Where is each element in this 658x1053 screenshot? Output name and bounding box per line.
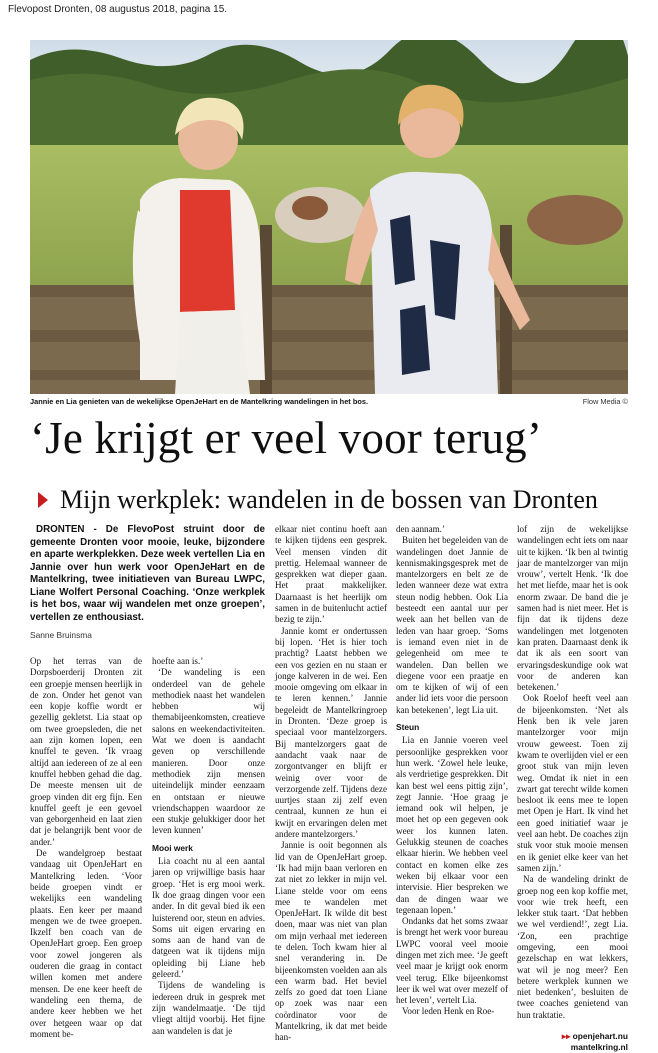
column-4 — [396, 524, 508, 1018]
paragraph: Tijdens de wandeling is iedereen druk in gesprek met zijn wandelmaatje. ‘De tijd vliegt altijd voorbij. Het fijne aan wandelen is dat je — [152, 980, 265, 1036]
paragraph: Lia coacht nu al een aantal jaren op vrijwillige basis haar groep. ‘Het is erg mooi werk. Ik doe graag dingen voor een ander. In dit geval bied ik een luisterend oor, steun en advies. Soms uit eigen ervaring en soms aan de hand van de datgeen wat ik tijdens mijn opleiding bij Liane heb geleerd.’ — [152, 856, 265, 980]
photo-illustration — [30, 40, 628, 394]
paragraph: ‘De wandeling is een onderdeel van de gehele methodiek naast het wandelen hebben wij themabijeenkomsten, creatieve salons en weekendactiviteiten. Wat we doen is aandacht geven op verschillende manieren. Door onze methodiek zijn mensen uiteindelijk minder eenzaam en ontstaan er nieuwe vriendschappen waardoor ze een stukje gelukkiger door het leven kunnen’ — [152, 667, 265, 836]
headline: ‘Je krijgt er veel voor terug’ — [30, 413, 543, 463]
column-3 — [275, 524, 387, 1044]
column-2 — [152, 656, 265, 1037]
link-mantelkring[interactable]: mantelkring.nl — [570, 1042, 628, 1053]
kicker: DRONTEN — [36, 524, 85, 535]
intro-block — [30, 524, 265, 645]
photo-credit: Flow Media © — [582, 397, 628, 406]
paragraph: den aannam.’ — [396, 524, 445, 534]
intro-text: - De FlevoPost struint door de gemeente Dronten voor mooie, leuke, bijzondere en aparte werkplekken. Deze week vertellen Lia en Jannie over hun werk voor OpenJeHart en de Mantelkring, twee initiatieven van Bureau LWPC, Liane Wolfert Personal Coaching. ‘Onze werkplek is het bos, waar wij wandelen met onze groepen’, vertellen ze enthousiast. — [30, 524, 265, 623]
section-heading: Mooi werk — [152, 842, 193, 853]
intro — [30, 524, 265, 624]
paragraph: lof zijn de wekelijkse wandelingen echt iets om naar uit te kijken. ‘Ik ben al twintig jaar de mantelzorger van mijn vrouw’, vertelt Henk. ‘Ik doe het met liefde, maar het is ook enorm zwaar. De band die je samen had is niet meer. Het is fijn dat ik tijdens deze wandelingen met lotgenoten kan praten. Daarnaast denk ik dat ik als een soort van ervaringsdeskundige ook wat voor de anderen kan betekenen.’ — [517, 524, 628, 693]
column-1 — [30, 656, 142, 1040]
paragraph: Lia en Jannie voeren veel persoonlijke gesprekken voor hun werk. ‘Zowel hele leuke, als verdrietige gesprekken. Dit kan best wel eens pittig zijn’, zegt Jannie. ‘Hoe graag je iemand ook wil helpen, je moet het op een gegeven ook weer los kunnen laten. Gelukkig steunen de coaches elkaar hierin. We hebben veel contact en komen elke zes weken bij elkaar voor een intervisie. Hier bespreken we dan de dingen waar we tegenaan lopen.’ — [396, 735, 508, 915]
subheadline-text: Mijn werkplek: wandelen in de bossen van Dronten — [60, 485, 598, 514]
paragraph: Jannie komt er ondertussen bij lopen. ‘Het is hier toch prachtig? Laatst hebben we een vos gezien en nu staan er jonge kalveren in de wei. Een mooie omgeving om elkaar in te leren kennen.’ Jannie begeleidt de Mantelkringroep in Dronten. ‘Deze groep is speciaal voor mantelzorgers. Bij mantelzorgers gaat de aandacht vaak naar de zorgontvanger en blijft er weinig over voor de verzorgende zelf. Tijdens deze uurtjes staan zij zelf even centraal, kunnen ze hun ei kwijt en ervaringen delen met andere mantelzorgers.’ — [275, 625, 387, 840]
paragraph: Na de wandeling drinkt de groep nog een kop koffie met, voor wie trek heeft, een lekker stuk taart. ‘Dat hebben we wel verdiend!’, zegt Lia. ‘Zon, een prachtige omgeving, een mooi gezelschap en wat lekkers, wat wil je nog meer? Een betere werkplek kunnen we niet bedenken’, besluiten de twee coaches genietend van hun traktatie. — [517, 874, 628, 1020]
paragraph: hoefte aan is.’ — [152, 656, 204, 666]
column-5 — [517, 524, 628, 1053]
paragraph: De wandelgroep bestaat vandaag uit OpenJeHart en Mantelkring leden. ‘Voor beide groepen vindt er wekelijks een wandeling plaats. Een keer per maand mengen we de twee groepen. Ikzelf ben coach van de OpenJeHart groep. Een groep voor zowel jongeren als ouderen die graag in contact willen komen met andere mensen. De ene keer heeft de wandeling een thema, de andere keer hebben we het over hetgeen waar op dat moment be- — [30, 848, 142, 1039]
paragraph: Jannie is ooit begonnen als lid van de OpenJeHart groep. ‘Ik had mijn baan verloren en zat niet zo lekker in mijn vel. Liane stelde voor om eens mee te wandelen met OpenJeHart. Ik wilde dit best doen, maar was niet van plan om mijn verhaal met iedereen te delen. Toch kwam hier al snel verandering in. De bijeenkomsten voelden aan als een warm bad. Het beviel zelfs zo goed dat toen Liane op zoek was naar een coördinator voor de Mantelkring, ik dat met beide han- — [275, 840, 387, 1043]
photo-caption: Jannie en Lia genieten van de wekelijkse OpenJeHart en de Mantelkring wandelingen in het bos. — [30, 397, 369, 406]
paragraph: Op het terras van de Dorpsboerderij Dronten zit een groepje mensen heerlijk in de zon. Onder het genot van een kopje koffie wordt er gezellig gekletst. Lia staat op om twee groepsleden, die net aan zijn komen lopen, een knuffel te geven. ‘Ik vraag altijd aan iedereen of ze al een knuffel hebben gehad die dag. De meeste mensen uit de groep vinden dit erg fijn. Een knuffel geeft je een gevoel van geborgenheid en laat zien dat je belangrijk bent voor de ander.’ — [30, 656, 142, 847]
paragraph: Ondanks dat het soms zwaar is brengt het werk voor bureau LWPC vooral veel mooie dingen met zich mee. ‘Je geeft veel maar je krijgt ook enorm veel terug. Elke bijeenkomst leer ik wel wat over mezelf of het leven’, vertelt Lia. — [396, 916, 508, 1006]
section-heading: Steun — [396, 722, 420, 733]
red-arrow-icon — [38, 492, 48, 508]
arrow-icon: ▸▸ — [561, 1031, 571, 1042]
page-header: Flevopost Dronten, 08 augustus 2018, pagina 15. — [8, 4, 228, 15]
author: Sanne Bruinsma — [30, 630, 92, 640]
paragraph: elkaar niet continu hoeft aan te kijken tijdens een gesprek. Veel mensen vinden dit prettig. Helemaal wanneer de gesprekken wat dieper gaan. Het praat makkelijker. Daarnaast is het heerlijk om samen in de buitenlucht actief bezig te zijn.’ — [275, 524, 387, 625]
link-openjehart[interactable]: openjehart.nu — [572, 1031, 628, 1042]
article-photo — [30, 40, 628, 394]
paragraph: Buiten het begeleiden van de wandelingen doet Jannie de kennismakingsgesprek met de mantelzorgers en belt ze de leden wanneer deze wat extra steun nodig hebben. Ook Lia besteedt een aantal uur per week aan het bellen van de leden van haar groep. ‘Soms is iemand even niet in de gelegenheid om mee te wandelen. Dan bellen we diegene voor een praatje en om te kijken of wij of een ander lid iets voor die persoon kan betekenen’, legt Lia uit. — [396, 535, 508, 715]
paragraph: Ook Roelof heeft veel aan de bijeenkomsten. ‘Net als Henk ben ik vele jaren mantelzorger voor mijn vrouw geweest. Toen zij kwam te overlijden viel er een groot stuk van mijn leven weg. Omdat ik niet in een zwart gat terecht wilde komen besloot ik eens mee te lopen met Open je Hart. Ik vind het een goed initiatief waar je veel aan hebt. De coaches zijn stuk voor stuk mooie mensen en ik geniet elke keer van het samen zijn.’ — [517, 693, 628, 873]
paragraph: Voor leden Henk en Roe- — [402, 1006, 495, 1017]
subheadline — [38, 485, 598, 515]
website-links — [517, 1031, 628, 1053]
